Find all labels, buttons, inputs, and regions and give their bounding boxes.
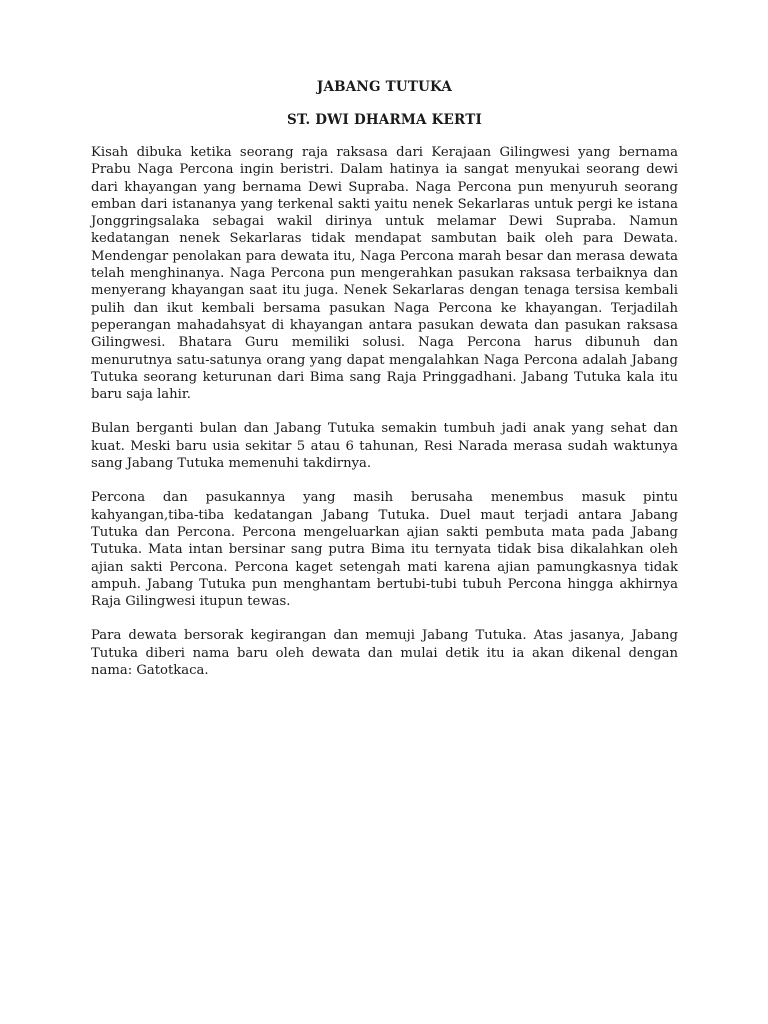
document-author: ST. DWI DHARMA KERTI bbox=[287, 112, 482, 128]
paragraph-4: Para dewata bersorak kegirangan dan memuji Jabang Tutuka. Atas jasanya, Jabang Tutuka diberi nama baru oleh dewata dan mulai detik itu ia akan dikenal dengan nama: Gatotkaca. bbox=[91, 628, 678, 679]
paragraph-1: Kisah dibuka ketika seorang raja raksasa dari Kerajaan Gilingwesi yang bernama Prabu Naga Percona ingin beristri. Dalam hatinya ia sangat menyukai seorang dewi dari khayangan yang bernama Dewi Supraba. Naga Percona pun menyuruh seorang emban dari istananya yang terkenal sakti yaitu nenek Sekarlaras untuk pergi ke istana Jonggringsalaka sebagai wakil dirinya untuk melamar Dewi Supraba. Namun kedatangan nenek Sekarlaras tidak mendapat sambutan baik oleh para Dewata. Mendengar penolakan para dewata itu, Naga Percona marah besar dan merasa dewata telah menghinanya. Naga Percona pun mengerahkan pasukan raksasa terbaiknya dan menyerang khayangan saat itu juga. Nenek Sekarlaras dengan tenaga tersisa kembali pulih dan ikut kembali bersama pasukan Naga Percona ke khayangan. Terjadilah peperangan mahadahsyat di khayangan antara pasukan dewata dan pasukan raksasa Gilingwesi. Bhatara Guru memiliki solusi. Naga Percona harus dibunuh dan menurutnya satu-satunya orang yang dapat mengalahkan Naga Percona adalah Jabang Tutuka seorang keturunan dari Bima sang Raja Pringgadhani. Jabang Tutuka kala itu baru saja lahir. bbox=[91, 145, 678, 403]
paragraph-2: Bulan berganti bulan dan Jabang Tutuka semakin tumbuh jadi anak yang sehat dan kuat. Meski baru usia sekitar 5 atau 6 tahunan, Resi Narada merasa sudah waktunya sang Jabang Tutuka memenuhi takdirnya. bbox=[91, 421, 678, 472]
document-title: JABANG TUTUKA bbox=[316, 79, 453, 95]
paragraph-3: Percona dan pasukannya yang masih berusaha menembus masuk pintu kahyangan,tiba-tiba kedatangan Jabang Tutuka. Duel maut terjadi antara Jabang Tutuka dan Percona. Percona mengeluarkan ajian sakti pembuta mata pada Jabang Tutuka. Mata intan bersinar sang putra Bima itu ternyata tidak bisa dikalahkan oleh ajian sakti Percona. Percona kaget setengah mati karena ajian pamungkasnya tidak ampuh. Jabang Tutuka pun menghantam bertubi-tubi tubuh Percona hingga akhirnya Raja Gilingwesi itupun tewas. bbox=[91, 490, 678, 610]
document-body bbox=[91, 78, 678, 679]
